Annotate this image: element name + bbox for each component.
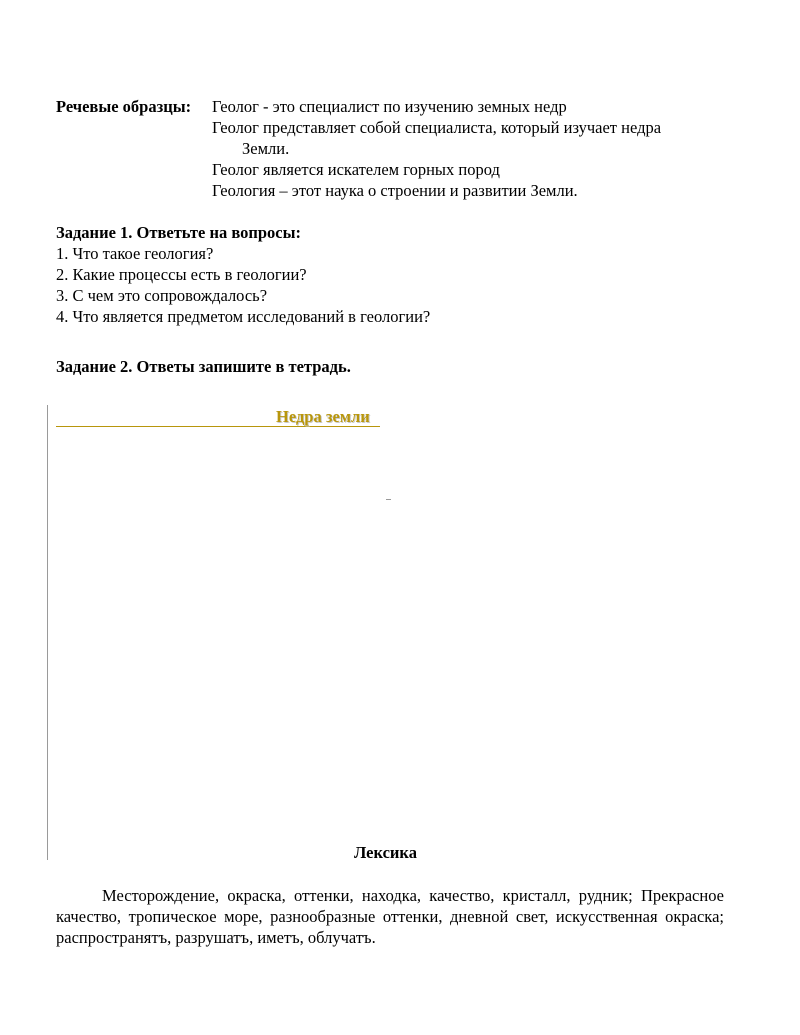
task1-question: 4. Что является предметом исследований в геологии? (56, 307, 431, 326)
heading-underline (56, 426, 380, 427)
speech-samples-label: Речевые образцы: (56, 97, 192, 116)
speech-sample-line: Геолог представляет собой специалиста, который изучает недра (212, 118, 662, 137)
task2-title: Задание 2. Ответы запишите в тетрадь. (56, 357, 351, 376)
frame-left-border (47, 405, 48, 860)
stray-mark (386, 499, 391, 500)
section-heading: Недра земли (276, 407, 370, 426)
lexicon-text: Месторождение, окраска, оттенки, находка, качество, кристалл, рудник; Прекрасное качество, тропическое море, разнообразные оттенки, дневной свет, искусственная окраска; распространятъ, разрушатъ, иметъ, облучатъ. (56, 886, 724, 947)
speech-sample-line: Геология – этот наука о строении и развитии Земли. (212, 181, 578, 200)
task1-question: 2. Какие процессы есть в геологии? (56, 265, 307, 284)
task1-question: 1. Что такое геология? (56, 244, 214, 263)
speech-sample-line: Геолог является искателем горных пород (212, 160, 500, 179)
task1-title: Задание 1. Ответьте на вопросы: (56, 223, 302, 242)
task1-question: 3. С чем это сопровождалось? (56, 286, 268, 305)
speech-sample-line: Земли. (242, 139, 290, 158)
lexicon-paragraph (56, 885, 724, 948)
speech-sample-line: Геолог - это специалист по изучению земных недр (212, 97, 567, 116)
lexicon-title: Лексика (354, 843, 417, 862)
